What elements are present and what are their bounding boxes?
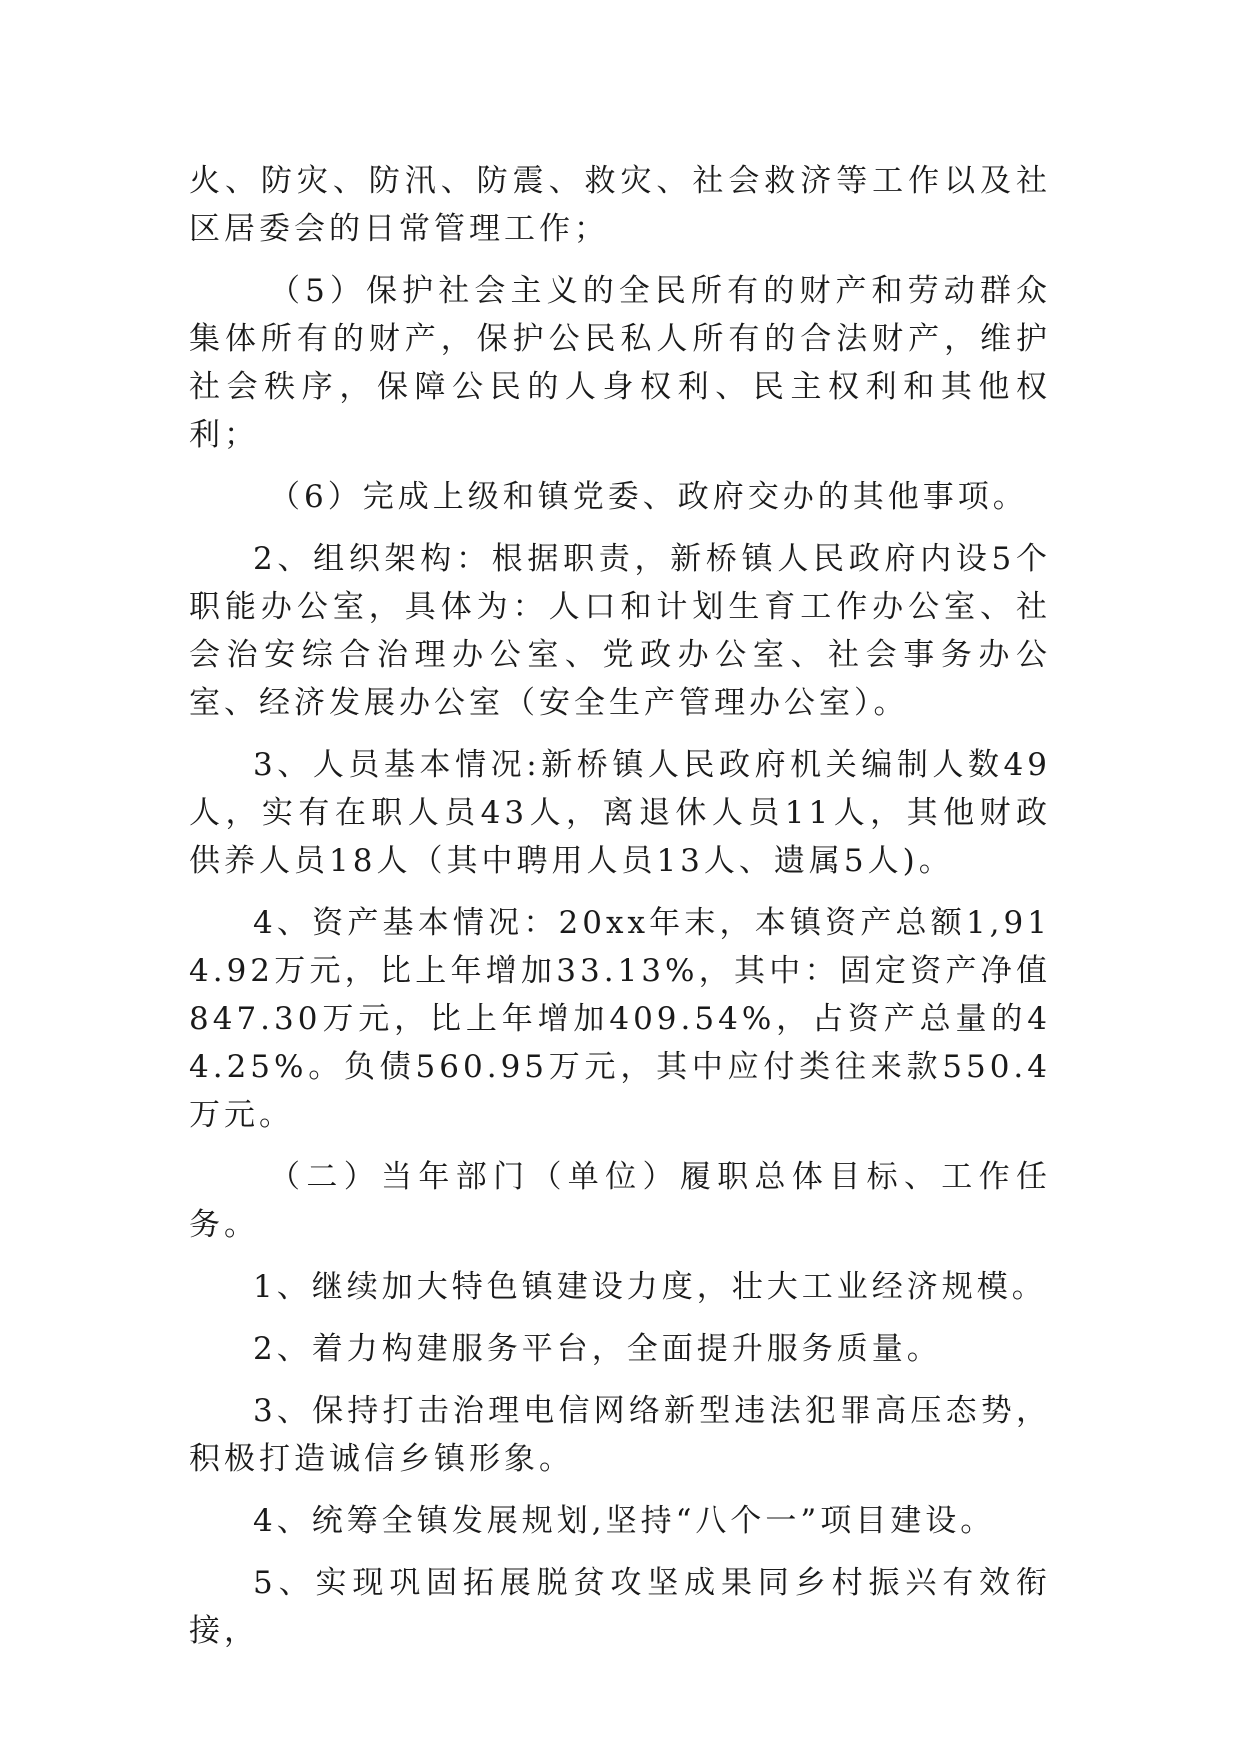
section-heading-annual-goals: （二）当年部门（单位）履职总体目标、工作任务。 bbox=[189, 1159, 1051, 1243]
paragraph-duties-continued: 火、防灾、防汛、防震、救灾、社会救济等工作以及社区居委会的日常管理工作； bbox=[189, 163, 1051, 247]
paragraph-goal-1: 1、继续加大特色镇建设力度，壮大工业经济规模。 bbox=[253, 1269, 1047, 1305]
paragraph-goal-5: 5、实现巩固拓展脱贫攻坚成果同乡村振兴有效衔接， bbox=[189, 1565, 1051, 1649]
paragraph-duty-6: （6）完成上级和镇党委、政府交办的其他事项。 bbox=[269, 479, 1028, 515]
paragraph-organization-structure: 2、组织架构：根据职责，新桥镇人民政府内设5个职能办公室，具体为：人口和计划生育工作办公室、社会治安综合治理办公室、党政办公室、社会事务办公室、经济发展办公室（安全生产管理办公室）。 bbox=[189, 541, 1051, 721]
paragraph-asset-situation: 4、资产基本情况：20xx年末，本镇资产总额1,914.92万元，比上年增加33.13%，其中：固定资产净值847.30万元，比上年增加409.54%，占资产总量的44.25%。负债560.95万元，其中应付类往来款550.4万元。 bbox=[189, 905, 1051, 1133]
paragraph-goal-4: 4、统筹全镇发展规划,坚持“八个一”项目建设。 bbox=[253, 1503, 996, 1539]
document-body bbox=[189, 157, 1051, 1655]
paragraph-staff-situation: 3、人员基本情况:新桥镇人民政府机关编制人数49人，实有在职人员43人，离退休人员11人，其他财政供养人员18人（其中聘用人员13人、遗属5人)。 bbox=[189, 747, 1051, 879]
paragraph-goal-2: 2、着力构建服务平台，全面提升服务质量。 bbox=[253, 1331, 942, 1367]
paragraph-goal-3: 3、保持打击治理电信网络新型违法犯罪高压态势，积极打造诚信乡镇形象。 bbox=[189, 1393, 1051, 1477]
paragraph-duty-5: （5）保护社会主义的全民所有的财产和劳动群众集体所有的财产，保护公民私人所有的合法财产，维护社会秩序，保障公民的人身权利、民主权利和其他权利； bbox=[189, 273, 1051, 453]
